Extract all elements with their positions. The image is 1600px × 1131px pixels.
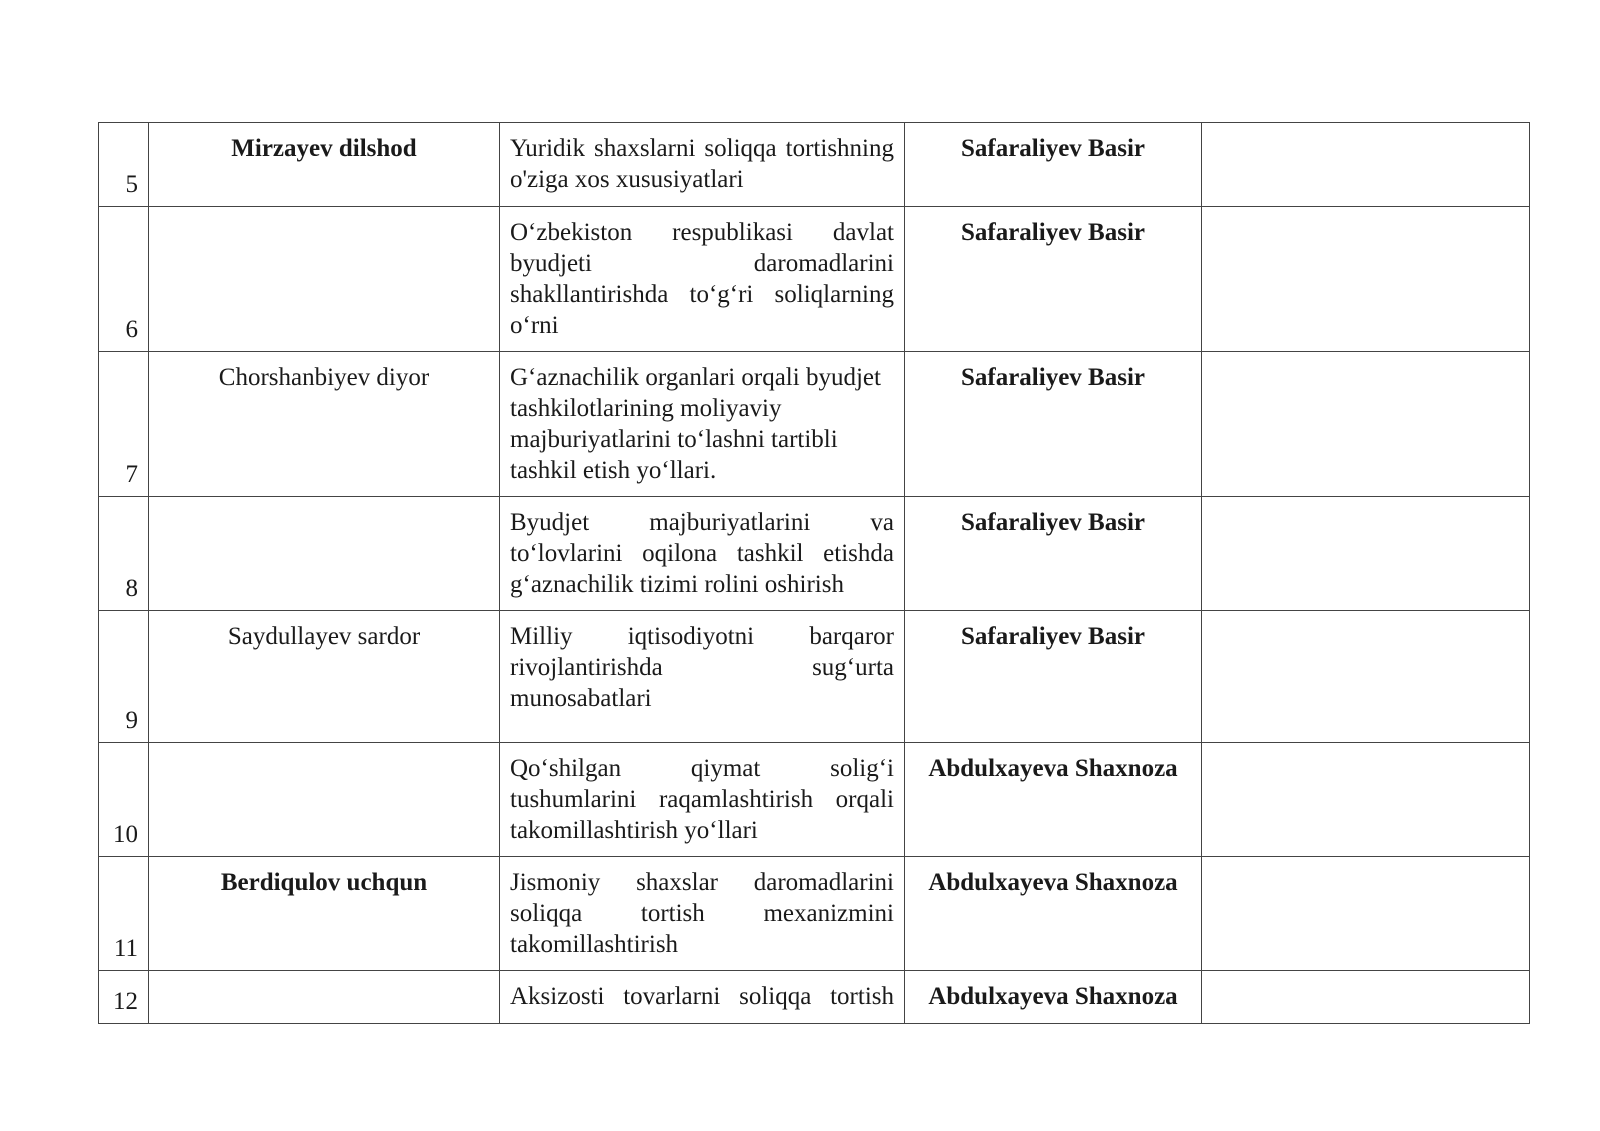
student-name bbox=[149, 971, 500, 1024]
advisor-name: Safaraliyev Basir bbox=[905, 497, 1202, 611]
table-row bbox=[99, 857, 1530, 971]
row-number: 5 bbox=[99, 123, 149, 207]
student-name bbox=[149, 207, 500, 352]
student-name bbox=[149, 743, 500, 857]
advisor-name: Abdulxayeva Shaxnoza bbox=[905, 743, 1202, 857]
thesis-topics-table bbox=[98, 122, 1530, 1024]
table-row bbox=[99, 497, 1530, 611]
note-cell bbox=[1202, 743, 1530, 857]
row-number: 12 bbox=[99, 971, 149, 1024]
advisor-name: Safaraliyev Basir bbox=[905, 123, 1202, 207]
topic-text: O‘zbekiston respublikasi davlat byudjeti daromadlarini shakllantirishda to‘g‘ri soliqlarning o‘rni bbox=[500, 207, 905, 352]
student-name bbox=[149, 497, 500, 611]
student-name: Chorshanbiyev diyor bbox=[149, 352, 500, 497]
advisor-name: Safaraliyev Basir bbox=[905, 207, 1202, 352]
advisor-name: Abdulxayeva Shaxnoza bbox=[905, 971, 1202, 1024]
advisor-name: Abdulxayeva Shaxnoza bbox=[905, 857, 1202, 971]
advisor-name: Safaraliyev Basir bbox=[905, 352, 1202, 497]
row-number: 6 bbox=[99, 207, 149, 352]
topic-text: Milliy iqtisodiyotni barqaror rivojlantirishda sug‘urta munosabatlari bbox=[500, 611, 905, 743]
topic-text: Qo‘shilgan qiymat solig‘i tushumlarini raqamlashtirish orqali takomillashtirish yo‘llari bbox=[500, 743, 905, 857]
student-name: Mirzayev dilshod bbox=[149, 123, 500, 207]
table-row bbox=[99, 743, 1530, 857]
note-cell bbox=[1202, 207, 1530, 352]
topic-text: G‘aznachilik organlari orqali byudjet tashkilotlarining moliyaviy majburiyatlarini to‘lashni tartibli tashkil etish yo‘llari. bbox=[500, 352, 905, 497]
note-cell bbox=[1202, 123, 1530, 207]
table-row bbox=[99, 611, 1530, 743]
note-cell bbox=[1202, 971, 1530, 1024]
student-name: Berdiqulov uchqun bbox=[149, 857, 500, 971]
topic-text: Byudjet majburiyatlarini va to‘lovlarini oqilona tashkil etishda g‘aznachilik tizimi rolini oshirish bbox=[500, 497, 905, 611]
row-number: 11 bbox=[99, 857, 149, 971]
topic-text: Aksizosti tovarlarni soliqqa tortish bbox=[500, 971, 905, 1024]
table-row bbox=[99, 123, 1530, 207]
note-cell bbox=[1202, 611, 1530, 743]
note-cell bbox=[1202, 352, 1530, 497]
note-cell bbox=[1202, 497, 1530, 611]
note-cell bbox=[1202, 857, 1530, 971]
topic-text: Jismoniy shaxslar daromadlarini soliqqa tortish mexanizmini takomillashtirish bbox=[500, 857, 905, 971]
row-number: 10 bbox=[99, 743, 149, 857]
table-row bbox=[99, 971, 1530, 1024]
table-row bbox=[99, 207, 1530, 352]
topic-text: Yuridik shaxslarni soliqqa tortishning o'ziga xos xususiyatlari bbox=[500, 123, 905, 207]
student-name: Saydullayev sardor bbox=[149, 611, 500, 743]
advisor-name: Safaraliyev Basir bbox=[905, 611, 1202, 743]
row-number: 7 bbox=[99, 352, 149, 497]
row-number: 8 bbox=[99, 497, 149, 611]
table-row bbox=[99, 352, 1530, 497]
row-number: 9 bbox=[99, 611, 149, 743]
